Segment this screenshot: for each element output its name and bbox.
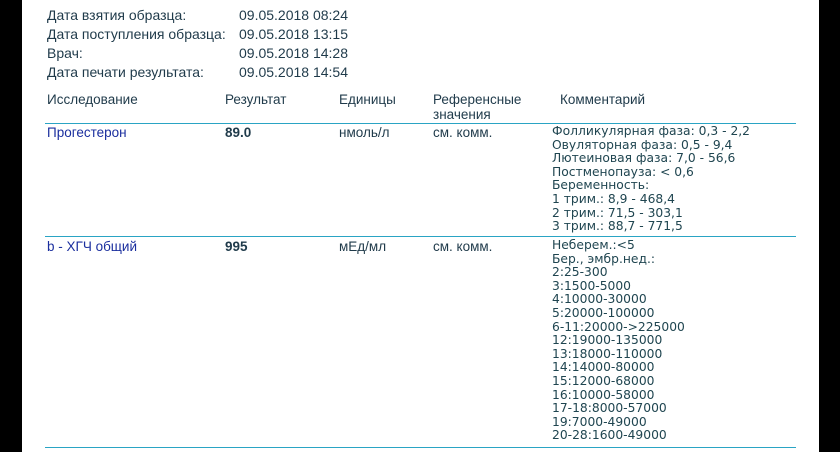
meta-value: 09.05.2018 14:54 xyxy=(239,64,348,80)
comment-line: 2:25-300 xyxy=(552,265,608,280)
meta-label: Дата поступления образца: xyxy=(47,26,226,42)
comment-line: Беременность: xyxy=(552,178,650,193)
header-comment: Комментарий xyxy=(560,92,646,107)
comment-line: 1 трим.: 8,9 - 468,4 xyxy=(552,191,675,206)
comment-line: 6-11:20000->225000 xyxy=(552,319,685,334)
meta-row-sample-taken xyxy=(47,6,348,24)
header-study: Исследование xyxy=(47,92,138,107)
row-progesterone-result: 89.0 xyxy=(225,125,252,140)
comment-line: 16:10000-58000 xyxy=(552,387,655,402)
comment-line: 14:14000-80000 xyxy=(552,360,655,375)
row-hcg-comment xyxy=(552,239,685,443)
header-reference-line1: Референсные xyxy=(433,92,522,107)
meta-label: Врач: xyxy=(47,45,83,61)
row-progesterone-comment xyxy=(552,125,750,234)
comment-line: 12:19000-135000 xyxy=(552,333,663,348)
comment-line: Лютеиновая фаза: 7,0 - 56,6 xyxy=(552,151,736,166)
header-units: Единицы xyxy=(339,92,396,107)
row-hcg-units: мЕд/мл xyxy=(339,239,387,254)
comment-line: Овуляторная фаза: 0,5 - 9,4 xyxy=(552,137,733,152)
comment-line: Фолликулярная фаза: 0,3 - 2,2 xyxy=(552,124,751,138)
row-progesterone-study: Прогестерон xyxy=(47,125,127,140)
comment-line: 20-28:1600-49000 xyxy=(552,428,667,443)
meta-value: 09.05.2018 14:28 xyxy=(239,45,348,61)
comment-line: 19:7000-49000 xyxy=(552,414,647,429)
meta-row-print-date xyxy=(47,63,348,81)
meta-value: 09.05.2018 08:24 xyxy=(239,7,348,23)
comment-line: 2 трим.: 71,5 - 303,1 xyxy=(552,205,683,220)
comment-line: 17-18:8000-57000 xyxy=(552,401,667,416)
row-progesterone-reference: см. комм. xyxy=(433,125,493,140)
row-hcg-study: b - ХГЧ общий xyxy=(47,239,137,254)
header-reference xyxy=(433,92,521,122)
meta-label: Дата взятия образца: xyxy=(47,7,187,23)
header-result: Результат xyxy=(225,92,287,107)
comment-line: Неберем.:<5 xyxy=(552,238,635,252)
row-hcg-reference: см. комм. xyxy=(433,239,493,254)
comment-line: 3 трим.: 88,7 - 771,5 xyxy=(552,219,683,234)
meta-value: 09.05.2018 13:15 xyxy=(239,26,348,42)
meta-label: Дата печати результата: xyxy=(47,64,204,80)
comment-line: 3:1500-5000 xyxy=(552,278,631,293)
comment-line: Бер., эмбр.нед.: xyxy=(552,251,656,266)
comment-line: 5:20000-100000 xyxy=(552,305,655,320)
row-hcg-result: 995 xyxy=(225,239,248,254)
meta-row-doctor xyxy=(47,44,348,62)
meta-row-sample-received xyxy=(47,25,348,43)
comment-line: Постменопауза: < 0,6 xyxy=(552,164,694,179)
header-reference-line2: значения xyxy=(433,107,491,122)
report-page xyxy=(22,0,819,452)
row-progesterone-units: нмоль/л xyxy=(339,125,390,140)
row-divider xyxy=(45,236,796,237)
comment-line: 13:18000-110000 xyxy=(552,346,663,361)
row-divider xyxy=(45,447,796,448)
comment-line: 4:10000-30000 xyxy=(552,292,647,307)
comment-line: 15:12000-68000 xyxy=(552,373,655,388)
